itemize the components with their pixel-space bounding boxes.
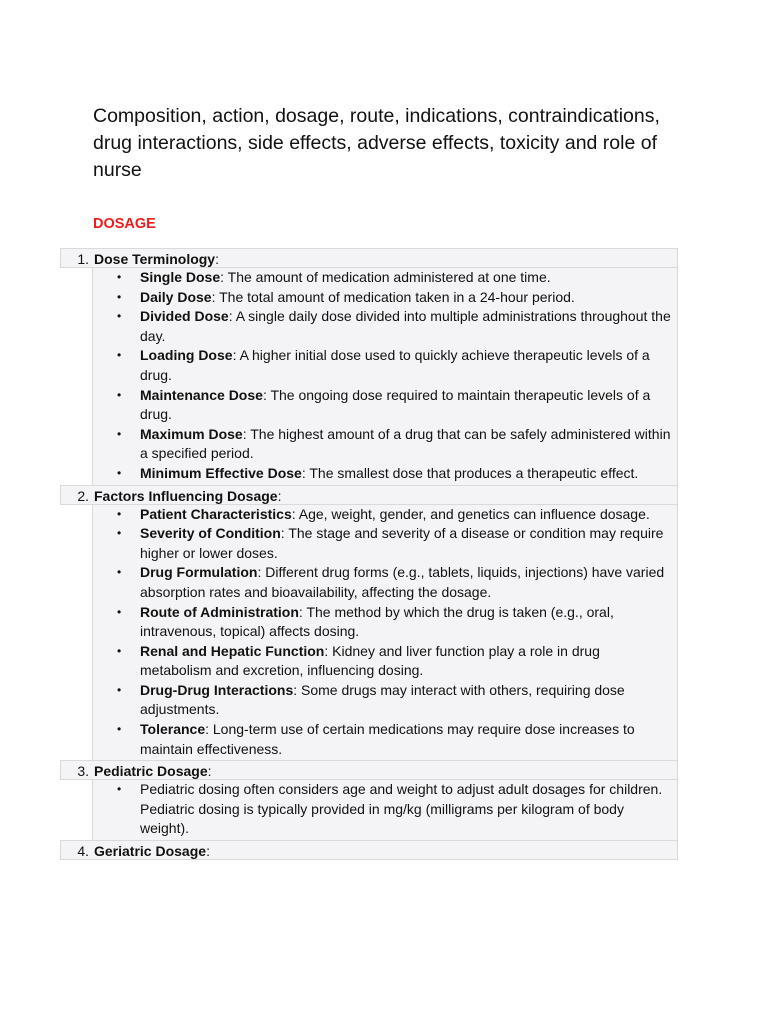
bullet-item xyxy=(93,464,677,484)
list-item-title: Dose Terminology: xyxy=(94,251,219,267)
list-item-title: Factors Influencing Dosage: xyxy=(94,487,282,504)
bullet-icon: • xyxy=(117,506,122,521)
list-item-title: Pediatric Dosage: xyxy=(94,763,212,780)
bullet-item xyxy=(93,642,677,681)
bullet-icon: • xyxy=(117,387,122,402)
bullet-item xyxy=(93,524,677,563)
bullet-item xyxy=(93,288,677,308)
bullet-item xyxy=(93,780,677,839)
bullet-icon: • xyxy=(117,526,122,541)
bullet-text: : The highest amount of a drug that can be safely administered within a specified period. xyxy=(140,425,671,462)
bullet-item xyxy=(93,720,677,759)
bullet-text: : A higher initial dose used to quickly achieve therapeutic levels of a drug. xyxy=(140,347,650,383)
bullet-term: Tolerance xyxy=(140,721,206,738)
list-item xyxy=(60,248,678,485)
list-item-number: 3. xyxy=(77,763,89,780)
list-item-heading xyxy=(60,760,678,780)
bullet-item xyxy=(93,681,677,720)
bullet-term: Drug Formulation xyxy=(140,564,258,581)
bullet-icon: • xyxy=(117,270,122,284)
page-title: Composition, action, dosage, route, indications, contraindications, drug interactions, side effects, adverse effects, toxicity and role of nurse xyxy=(93,105,660,181)
list-item-title-text: Dose Terminology xyxy=(94,251,216,267)
bullet-text: : The stage and severity of a disease or condition may require higher or lower doses. xyxy=(140,525,664,561)
bullet-term: Route of Administration xyxy=(140,603,299,620)
bullet-term: Maximum Dose xyxy=(140,425,243,442)
bullet-item xyxy=(93,346,677,385)
bullet-item xyxy=(93,307,677,346)
bullet-item xyxy=(93,268,677,288)
bullet-text: : Kidney and liver function play a role in drug metabolism and excretion, influencing dosing. xyxy=(140,642,600,679)
list-item-heading xyxy=(60,485,678,505)
list-item-number: 2. xyxy=(77,487,89,504)
bullet-term: Single Dose xyxy=(140,269,221,285)
list-item xyxy=(60,760,678,840)
bullet-icon: • xyxy=(117,289,122,304)
list-item-heading xyxy=(60,840,678,860)
bullet-term: Divided Dose xyxy=(140,308,229,325)
bullet-icon: • xyxy=(117,722,122,737)
bullet-term: Drug-Drug Interactions xyxy=(140,681,294,698)
bullet-icon: • xyxy=(117,465,122,480)
bullet-list xyxy=(92,505,678,761)
bullet-text: : The amount of medication administered at one time. xyxy=(220,269,551,285)
bullet-term: Severity of Condition xyxy=(140,525,281,542)
bullet-icon: • xyxy=(117,604,122,619)
bullet-item xyxy=(93,563,677,602)
bullet-item xyxy=(93,505,677,525)
list-item-number: 1. xyxy=(77,251,89,267)
bullet-item xyxy=(93,603,677,642)
bullet-icon: • xyxy=(117,682,122,697)
bullet-icon: • xyxy=(117,565,122,580)
list-item-title-text: Factors Influencing Dosage xyxy=(94,487,278,504)
bullet-term: Maintenance Dose xyxy=(140,386,263,403)
bullet-item xyxy=(93,386,677,425)
list-item-title: Geriatric Dosage: xyxy=(94,843,210,860)
bullet-text: : Long-term use of certain medications may require dose increases to maintain effectiveness. xyxy=(140,721,635,757)
list-item-heading xyxy=(60,248,678,268)
bullet-term: Minimum Effective Dose xyxy=(140,464,302,481)
bullet-list xyxy=(92,268,678,485)
bullet-list xyxy=(92,780,678,840)
bullet-text: : Some drugs may interact with others, requiring dose adjustments. xyxy=(140,681,625,718)
bullet-text: Pediatric dosing often considers age and weight to adjust adult dosages for children. Pediatric dosing is typically provided in mg/kg (milligrams per kilogram of body weight). xyxy=(140,781,663,837)
bullet-text: : The method by which the drug is taken (e.g., oral, intravenous, topical) affects dosing. xyxy=(140,603,614,640)
bullet-icon: • xyxy=(117,309,122,324)
bullet-term: Daily Dose xyxy=(140,288,212,305)
bullet-icon: • xyxy=(117,643,122,658)
list-item-number: 4. xyxy=(77,843,89,860)
bullet-text: : Different drug forms (e.g., tablets, liquids, injections) have varied absorption rates and bioavailability, affecting the dosage. xyxy=(140,564,665,600)
bullet-text: : The total amount of medication taken in a 24-hour period. xyxy=(211,288,575,305)
bullet-text: : A single daily dose divided into multiple administrations throughout the day. xyxy=(140,308,671,344)
bullet-icon: • xyxy=(117,782,122,797)
bullet-item xyxy=(93,425,677,464)
bullet-text: : The smallest dose that produces a therapeutic effect. xyxy=(301,464,639,481)
numbered-list xyxy=(60,248,678,860)
bullet-text: : The ongoing dose required to maintain therapeutic levels of a drug. xyxy=(140,386,651,423)
list-item-title-text: Geriatric Dosage xyxy=(94,843,207,860)
list-item-title-text: Pediatric Dosage xyxy=(94,763,208,780)
bullet-term: Loading Dose xyxy=(140,347,233,364)
list-item xyxy=(60,485,678,761)
bullet-icon: • xyxy=(117,426,122,441)
list-item xyxy=(60,840,678,860)
bullet-term: Renal and Hepatic Function xyxy=(140,642,325,659)
bullet-text: : Age, weight, gender, and genetics can influence dosage. xyxy=(291,505,650,522)
bullet-icon: • xyxy=(117,348,122,363)
bullet-term: Patient Characteristics xyxy=(140,505,292,522)
section-heading: DOSAGE xyxy=(93,216,156,232)
